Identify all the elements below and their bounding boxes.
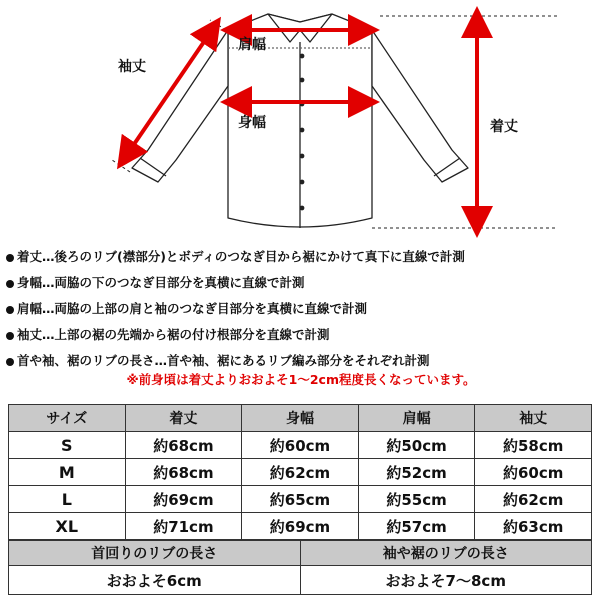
neck-rib-value: おおよそ6cm bbox=[9, 566, 301, 595]
table-cell: 約57cm bbox=[358, 513, 475, 540]
size-cell: L bbox=[9, 486, 126, 513]
rib-table bbox=[8, 540, 592, 595]
table-cell: 約60cm bbox=[475, 459, 592, 486]
bullet-icon bbox=[6, 358, 14, 366]
header-neck-rib: 首回りのリブの長さ bbox=[9, 541, 301, 566]
size-table bbox=[8, 404, 592, 540]
note-shoulder: 肩幅…両脇の上部の肩と袖のつなぎ目部分を真横に直線で計測 bbox=[6, 296, 596, 322]
sleeve-label: 袖丈 bbox=[118, 59, 146, 75]
table-row bbox=[9, 459, 592, 486]
table-cell: 約52cm bbox=[358, 459, 475, 486]
note-length: 着丈…後ろのリブ(襟部分)とボディのつなぎ目から裾にかけて真下に直線で計測 bbox=[6, 244, 596, 270]
chest-label: 身幅 bbox=[238, 115, 266, 131]
size-cell: M bbox=[9, 459, 126, 486]
header-size: サイズ bbox=[9, 405, 126, 432]
note-chest: 身幅…両脇の下のつなぎ目部分を真横に直線で計測 bbox=[6, 270, 596, 296]
table-cell: 約69cm bbox=[125, 486, 242, 513]
table-cell: 約62cm bbox=[475, 486, 592, 513]
shirt-measurement-diagram bbox=[0, 0, 600, 240]
header-sleeve-hem-rib: 袖や裾のリブの長さ bbox=[300, 541, 592, 566]
bullet-icon bbox=[6, 332, 14, 340]
header-sleeve: 袖丈 bbox=[475, 405, 592, 432]
table-cell: 約71cm bbox=[125, 513, 242, 540]
bullet-icon bbox=[6, 254, 14, 262]
table-cell: 約60cm bbox=[242, 432, 359, 459]
header-length: 着丈 bbox=[125, 405, 242, 432]
table-cell: 約58cm bbox=[475, 432, 592, 459]
table-cell: 約62cm bbox=[242, 459, 359, 486]
warning-note: ※前身頃は着丈よりおおよそ1～2cm程度長くなっています。 bbox=[126, 372, 476, 387]
table-row bbox=[9, 486, 592, 513]
bullet-icon bbox=[6, 280, 14, 288]
length-label: 着丈 bbox=[490, 119, 518, 135]
sleeve-hem-rib-value: おおよそ7〜8cm bbox=[300, 566, 592, 595]
measurement-notes bbox=[6, 244, 596, 392]
rib-value-row bbox=[9, 566, 592, 595]
bullet-icon bbox=[6, 306, 14, 314]
note-sleeve: 袖丈…上部の裾の先端から裾の付け根部分を直線で計測 bbox=[6, 322, 596, 348]
header-chest: 身幅 bbox=[242, 405, 359, 432]
table-cell: 約69cm bbox=[242, 513, 359, 540]
table-cell: 約65cm bbox=[242, 486, 359, 513]
size-cell: S bbox=[9, 432, 126, 459]
left-sleeve bbox=[132, 30, 228, 182]
table-cell: 約68cm bbox=[125, 459, 242, 486]
table-row bbox=[9, 432, 592, 459]
table-cell: 約50cm bbox=[358, 432, 475, 459]
right-sleeve bbox=[372, 30, 468, 182]
table-cell: 約68cm bbox=[125, 432, 242, 459]
table-row bbox=[9, 513, 592, 540]
table-cell: 約63cm bbox=[475, 513, 592, 540]
table-cell: 約55cm bbox=[358, 486, 475, 513]
shoulder-label: 肩幅 bbox=[238, 37, 266, 53]
note-rib: 首や袖、裾のリブの長さ…首や袖、裾にあるリブ編み部分をそれぞれ計測 bbox=[6, 348, 596, 374]
table-header-row bbox=[9, 405, 592, 432]
header-shoulder: 肩幅 bbox=[358, 405, 475, 432]
rib-header-row bbox=[9, 541, 592, 566]
size-cell: XL bbox=[9, 513, 126, 540]
